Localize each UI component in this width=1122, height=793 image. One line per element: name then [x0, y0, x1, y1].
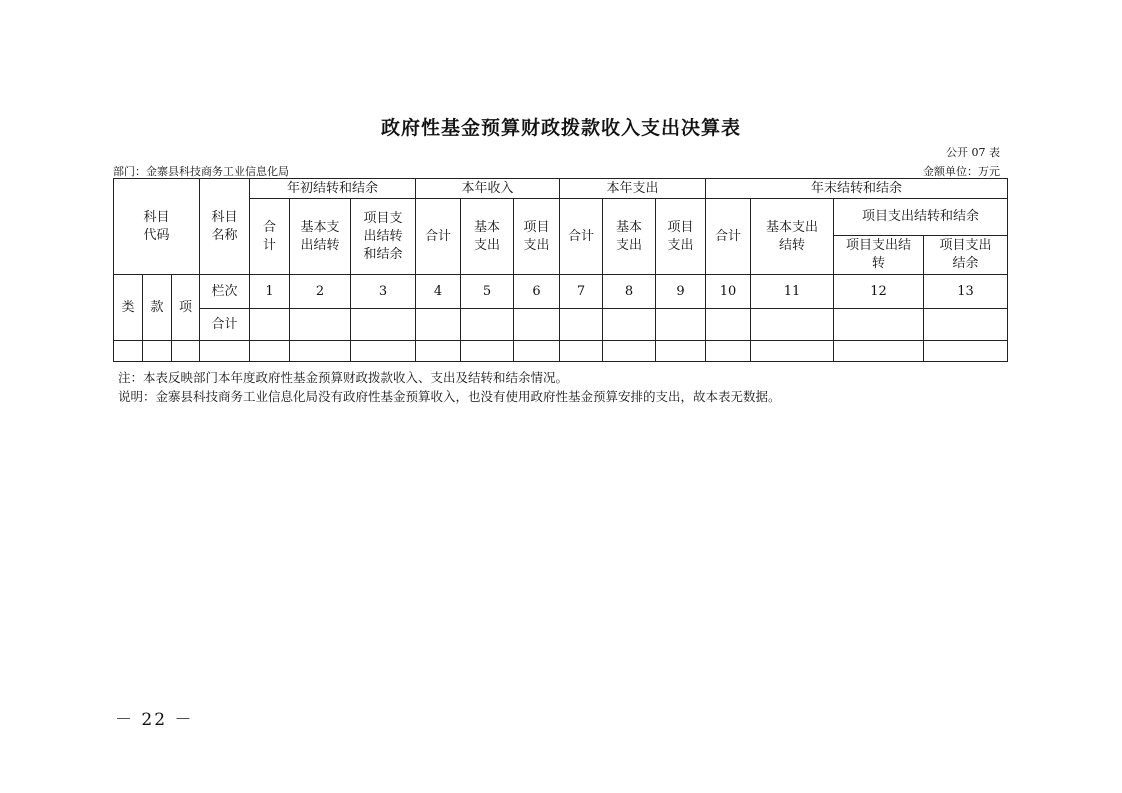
column-number: 2 [290, 275, 351, 309]
table-cell [656, 341, 706, 362]
table-cell [416, 309, 461, 341]
column-number: 3 [351, 275, 416, 309]
header-income-total: 合计 [416, 199, 461, 275]
table-cell [461, 341, 514, 362]
table-cell [416, 341, 461, 362]
header-lei: 类 [114, 275, 143, 341]
header-begin-project-carry: 项目支 出结转 和结余 [351, 199, 416, 275]
header-begin-basic-carry: 基本支 出结转 [290, 199, 351, 275]
header-xiang: 项 [172, 275, 200, 341]
page-title: 政府性基金预算财政拨款收入支出决算表 [380, 117, 741, 139]
header-subject-name: 科目 名称 [200, 179, 250, 275]
header-expense-basic: 基本 支出 [603, 199, 656, 275]
department-label: 部门：金寨县科技商务工业信息化局 [113, 165, 289, 178]
form-number: 公开 07 表 [946, 146, 1000, 159]
table-cell [514, 341, 560, 362]
table-cell [924, 309, 1008, 341]
header-group-expense: 本年支出 [560, 179, 706, 199]
table-cell [514, 309, 560, 341]
table-cell [560, 341, 603, 362]
header-group-income: 本年收入 [416, 179, 560, 199]
header-income-basic: 基本 支出 [461, 199, 514, 275]
column-number: 4 [416, 275, 461, 309]
table-cell [290, 309, 351, 341]
column-number: 5 [461, 275, 514, 309]
header-end-project-surplus: 项目支出 结余 [924, 236, 1008, 275]
header-subject-code: 科目 代码 [114, 179, 200, 275]
amount-unit-label: 金额单位：万元 [923, 165, 1000, 178]
table-cell [200, 341, 250, 362]
column-number: 7 [560, 275, 603, 309]
budget-table [113, 178, 1008, 362]
column-number: 13 [924, 275, 1008, 309]
table-cell [250, 341, 290, 362]
column-number: 8 [603, 275, 656, 309]
row-label-total: 合计 [200, 309, 250, 341]
table-cell [706, 341, 751, 362]
header-end-project-group: 项目支出结转和结余 [834, 199, 1008, 236]
header-begin-total: 合 计 [250, 199, 290, 275]
table-cell [706, 309, 751, 341]
table-cell [924, 341, 1008, 362]
table-cell [603, 309, 656, 341]
table-cell [560, 309, 603, 341]
table-cell [250, 309, 290, 341]
explanation-line: 说明：金寨县科技商务工业信息化局没有政府性基金预算收入，也没有使用政府性基金预算安排的支出，故本表无数据。 [118, 389, 781, 404]
column-number: 9 [656, 275, 706, 309]
note-line: 注：本表反映部门本年度政府性基金预算财政拨款收入、支出及结转和结余情况。 [118, 370, 569, 385]
table-cell [351, 309, 416, 341]
header-income-project: 项目 支出 [514, 199, 560, 275]
header-kuan: 款 [143, 275, 172, 341]
table-cell [656, 309, 706, 341]
column-number: 12 [834, 275, 924, 309]
table-cell [351, 341, 416, 362]
table-cell [172, 341, 200, 362]
header-group-end: 年末结转和结余 [706, 179, 1008, 199]
header-end-project-carry: 项目支出结 转 [834, 236, 924, 275]
page-number: － 22 － [115, 710, 194, 730]
row-label-lanci: 栏次 [200, 275, 250, 309]
header-group-begin: 年初结转和结余 [250, 179, 416, 199]
column-number: 6 [514, 275, 560, 309]
table-cell [114, 341, 143, 362]
header-expense-total: 合计 [560, 199, 603, 275]
table-cell [751, 309, 834, 341]
notes-block [118, 368, 781, 406]
table-cell [834, 341, 924, 362]
column-number: 10 [706, 275, 751, 309]
table-cell [834, 309, 924, 341]
table-cell [751, 341, 834, 362]
header-expense-project: 项目 支出 [656, 199, 706, 275]
table-cell [143, 341, 172, 362]
table-cell [290, 341, 351, 362]
header-end-basic-carry: 基本支出 结转 [751, 199, 834, 275]
column-number: 1 [250, 275, 290, 309]
table-cell [603, 341, 656, 362]
table-cell [461, 309, 514, 341]
header-end-total: 合计 [706, 199, 751, 275]
column-number: 11 [751, 275, 834, 309]
